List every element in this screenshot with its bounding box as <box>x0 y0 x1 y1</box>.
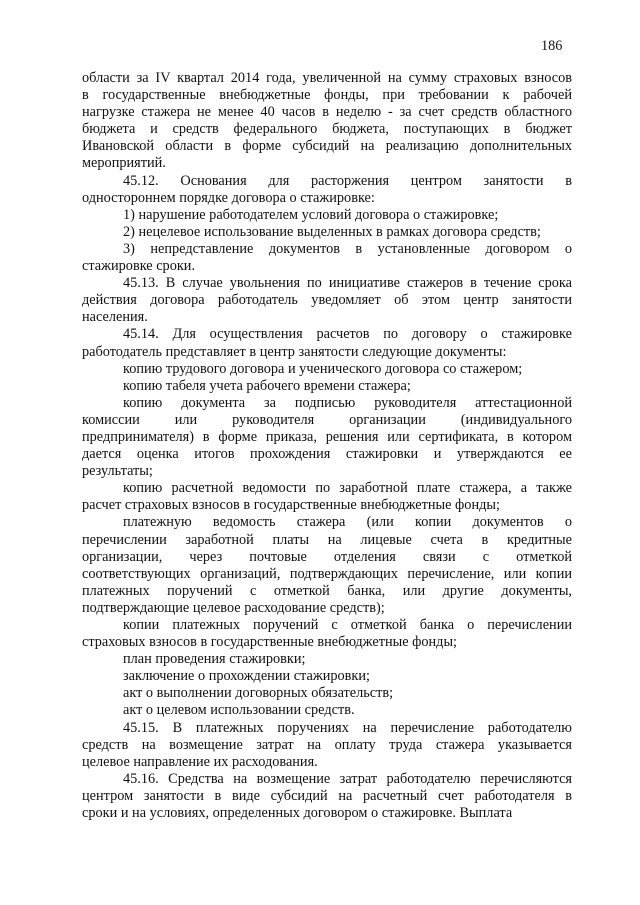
paragraph-line: 45.14. Для осуществления расчетов по договору о стажировке <box>123 326 572 343</box>
paragraph-line: дается оценка итогов прохождения стажировки и утверждаются ее <box>82 446 572 463</box>
paragraph-line: одностороннем порядке договора о стажировке: <box>82 189 375 206</box>
paragraph-line: 45.15. В платежных поручениях на перечисление работодателю <box>123 719 572 736</box>
paragraph-line: Ивановской области в форме субсидий на реализацию дополнительных <box>82 138 572 155</box>
paragraph-line: заключение о прохождении стажировки; <box>123 668 370 685</box>
paragraph-line: копию расчетной ведомости по заработной плате стажера, а также <box>123 480 572 497</box>
paragraph-line: соответствующих организаций, подтверждающих перечисление, или копии <box>82 565 572 582</box>
paragraph-line: средств на возмещение затрат на оплату труда стажера указывается <box>82 736 572 753</box>
paragraph-line: платежных поручений с отметкой банка, или другие документы, <box>82 582 572 599</box>
paragraph-line: 1) нарушение работодателем условий договора о стажировке; <box>123 206 499 223</box>
paragraph-line: в государственные внебюджетные фонды, при требовании к рабочей <box>82 87 572 104</box>
paragraph-line: подтверждающие целевое расходование средств); <box>82 599 385 616</box>
paragraph-line: 2) нецелевое использование выделенных в рамках договора средств; <box>123 223 541 240</box>
paragraph-line: 3) непредставление документов в установленные договором о <box>123 240 572 257</box>
paragraph-line: результаты; <box>82 463 153 480</box>
paragraph-line: 45.12. Основания для расторжения центром занятости в <box>123 172 572 189</box>
paragraph-line: работодатель представляет в центр занятости следующие документы: <box>82 343 507 360</box>
paragraph-line: целевое направление их расходования. <box>82 753 318 770</box>
paragraph-line: акт о выполнении договорных обязательств; <box>123 685 394 702</box>
paragraph-line: страховых взносов в государственные внебюджетные фонды; <box>82 634 458 651</box>
paragraph-line: 45.16. Средства на возмещение затрат работодателю перечисляются <box>123 770 572 787</box>
paragraph-line: платежную ведомость стажера (или копии документов о <box>123 514 572 531</box>
paragraph-line: сроки и на условиях, определенных договором о стажировке. Выплата <box>82 805 513 822</box>
paragraph-line: комиссии или руководителя организации (индивидуального <box>82 411 572 428</box>
paragraph-line: бюджета и средств федерального бюджета, поступающих в бюджет <box>82 121 572 138</box>
paragraph-line: стажировке сроки. <box>82 258 196 275</box>
paragraph-line: населения. <box>82 309 148 326</box>
paragraph-line: расчет страховых взносов в государственные внебюджетные фонды; <box>82 497 500 514</box>
document-body <box>82 70 572 822</box>
paragraph-line: копии платежных поручений с отметкой банка о перечислении <box>123 617 572 633</box>
paragraph-line: центром занятости в виде субсидий на расчетный счет работодателя в <box>82 787 572 804</box>
paragraph-line: копию трудового договора и ученического договора со стажером; <box>123 360 523 377</box>
paragraph-line: копию табеля учета рабочего времени стажера; <box>123 377 411 394</box>
paragraph-line: акт о целевом использовании средств. <box>123 702 355 719</box>
paragraph-line: копию документа за подписью руководителя аттестационной <box>123 394 572 411</box>
paragraph-line: действия договора работодатель уведомляет об этом центр занятости <box>82 292 572 309</box>
paragraph-line: мероприятий. <box>82 155 166 172</box>
paragraph-line: перечислении заработной платы на лицевые счета в кредитные <box>82 531 572 548</box>
paragraph-line: 45.13. В случае увольнения по инициативе стажеров в течение срока <box>123 275 572 292</box>
paragraph-line: области за IV квартал 2014 года, увеличенной на сумму страховых взносов <box>82 70 572 86</box>
paragraph-line: предпринимателя) в форме приказа, решения или сертификата, в котором <box>82 428 572 445</box>
paragraph-line: организации, через почтовые отделения связи с отметкой <box>82 548 572 565</box>
page-number: 186 <box>541 38 563 54</box>
paragraph-line: план проведения стажировки; <box>123 651 306 668</box>
paragraph-line: нагрузке стажера не менее 40 часов в неделю - за счет средств областного <box>82 104 572 121</box>
